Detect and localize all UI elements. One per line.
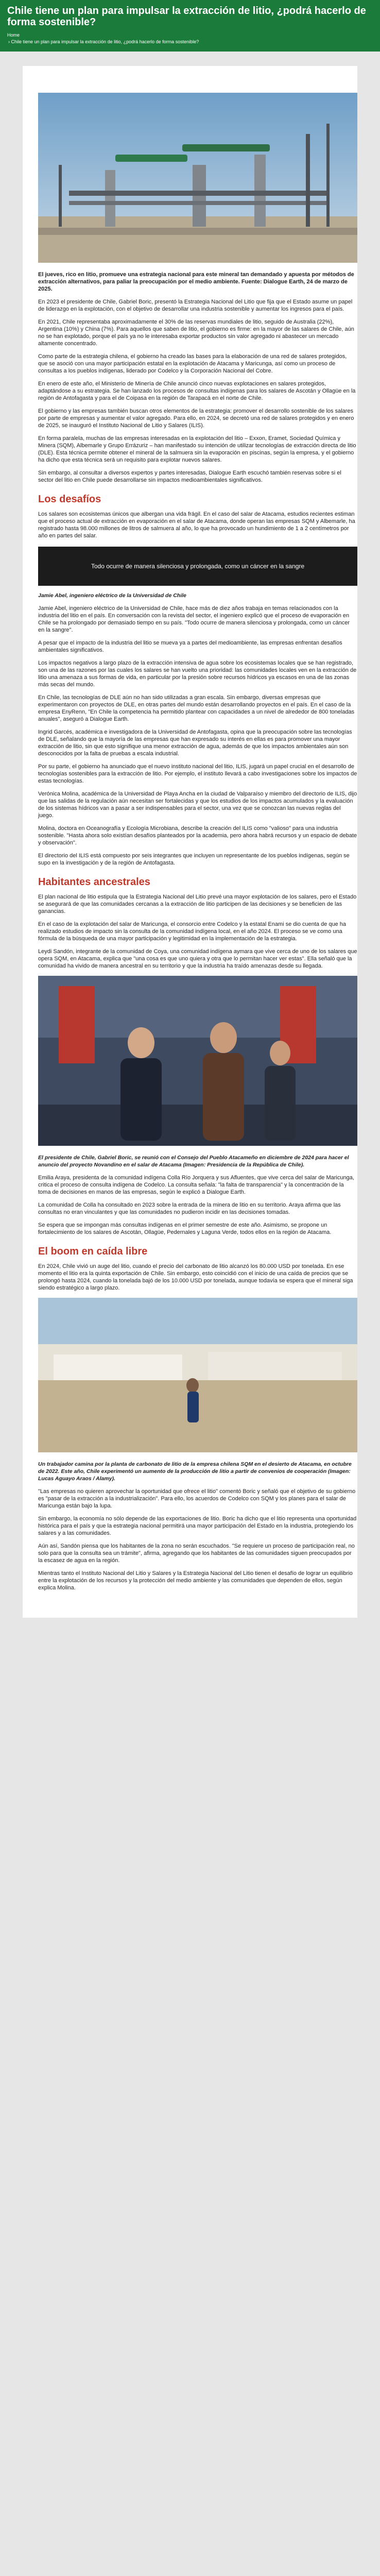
article-card xyxy=(23,66,357,1618)
paragraph: En enero de este año, el Ministerio de Minería de Chile anunció cinco nuevas explotaciones en salares protegidos, adaptándose a su estrategia. Se han lanzado los procesos de consultas indígenas para los salares de Ascotán y Ollagüe en la región de Antofagasta y para el de Coipasa en la región de Tarapacá en el norte de Chile. xyxy=(38,381,356,401)
photo-caption: Un trabajador camina por la planta de carbonato de litio de la empresa chilena SQM en el desierto de Atacama, en octubre de 2022. Este año, Chile experimentó un aumento de la producción de litio a partir de convenios de cooperación (Imagen: Lucas Aguayo Araos / Alamy). xyxy=(38,1461,352,1482)
paragraph: Como parte de la estrategia chilena, el gobierno ha creado las bases para la elaboración de una red de salares protegidos, que se asoció con una mayor participación estatal en la explotación de Atacama y Maricunga, así como un proceso de consultas a los pueblos indígenas, liderado por Codelco y la Corporación Nacional del Cobre. xyxy=(38,353,347,374)
paragraph: Aún así, Sandón piensa que los habitantes de la zona no serán escuchados. "Se requiere un proceso de participación real, no solo para que la consulta sea un trámite", afirma, agregando que los habitantes de las comunidades siguen preocupados por la escasez de agua en la región. xyxy=(38,1543,355,1564)
paragraph: La comunidad de Colla ha consultado en 2023 sobre la entrada de la minera de litio en su territorio. Araya afirma que las consultas no eran vinculantes y que las comunidades no pudieron incidir en las decisiones tomadas. xyxy=(38,1202,341,1215)
lithium-worker-photo xyxy=(38,1298,357,1452)
paragraph: Verónica Molina, académica de la Universidad de Playa Ancha en la ciudad de Valparaíso y miembro del directorio de ILIS, dijo que las salidas de la regulación aún necesitan ser fortalecidas y que los estudios de los impactos acumulados y la evaluación de los sistemas hídricos van a pasar a ser indispensables para el sector, una vez que se conozcan las nuevas reglas del juego. xyxy=(38,791,357,819)
paragraph: El gobierno y las empresas también buscan otros elementos de la estrategia: promover el desarrollo sostenible de los salares por parte de empresas y aumentar el valor agregado. Para ello, en 2024, se decretó una red de salares protegidos y en enero de 2025, se inauguró el Instituto Nacional de Litio y Salares (ILIS). xyxy=(38,408,354,429)
breadcrumb-home-link[interactable]: Home xyxy=(7,32,20,38)
paragraph: A pesar que el impacto de la industria del litio se mueva ya a partes del medioambiente, las empresas enfrentan desafíos ambientales significativos. xyxy=(38,640,342,653)
paragraph: Ingrid Garcés, académica e investigadora de la Universidad de Antofagasta, opina que la preocupación sobre las tecnologías de DLE, señalando que la mayoría de las empresas que han expresado su interés en ellas es para promover una mayor extracción de litio, sin que esto signifique una menor extracción de agua, además de que los impactos ambientales aún son desconocidos por la falta de pruebas a escala industrial. xyxy=(38,729,352,757)
pull-quote: Todo ocurre de manera silenciosa y prolongada, como un cáncer en la sangre xyxy=(38,547,357,586)
breadcrumb-current: › Chile tiene un plan para impulsar la extracción de litio, ¿podrá hacerlo de forma sostenible? xyxy=(7,39,373,45)
paragraph: Por su parte, el gobierno ha anunciado que el nuevo instituto nacional del litio, ILIS, jugará un papel crucial en el desarrollo de tecnologías sostenibles para la extracción de litio. Por ejemplo, el instituto llevará a cabo investigaciones sobre los impactos de estas tecnologías. xyxy=(38,764,357,784)
paragraph: "Las empresas no quieren aprovechar la oportunidad que ofrece el litio" comentó Boric y señaló que el objetivo de su gobierno es "pasar de la extracción a la industrialización". Para ello, los acuerdos de Codelco con SQM y los planes para el salar de Maricunga están bajo la lupa. xyxy=(38,1488,356,1509)
section-heading-boom: El boom en caída libre xyxy=(38,1246,148,1257)
paragraph: El directorio del ILIS está compuesto por seis integrantes que incluyen un representante de los pueblos indígenas, según se supo en la investigación y de la región de Antofagasta. xyxy=(38,853,350,866)
president-meeting-photo xyxy=(38,976,357,1146)
paragraph: Jamie Abel, ingeniero eléctrico de la Universidad de Chile, hace más de diez años trabaja en temas relacionados con la industria del litio en el país. En conversación con la revista del sector, el ingeniero explicó que el proceso de evaporación en Chile se ha prolongado por demasiado tiempo en su país. "Todo ocurre de manera silenciosa y prolongada, como un cáncer en la sangre". xyxy=(38,605,350,633)
paragraph: En 2024, Chile vivió un auge del litio, cuando el precio del carbonato de litio alcanzó los 80.000 USD por tonelada. En ese momento el litio era la quinta exportación de Chile. Sin embargo, esto coincidió con el inicio de una caída de precios que se prolongó hasta 2024, cuando la tonelada bajó de los 10.000 USD por tonelada, aunque todavía se espera que el mineral siga siendo estratégico a largo plazo. xyxy=(38,1263,353,1291)
paragraph: El plan nacional de litio estipula que la Estrategia Nacional del Litio prevé una mayor explotación de los salares, pero el Estado se asegurará de que las comunidades cercanas a la extracción de litio participen de las decisiones y se beneficien de las ganancias. xyxy=(38,894,357,914)
paragraph: En el caso de la explotación del salar de Maricunga, el consorcio entre Codelco y la estatal Enami se dio cuenta de que ha realizado estudios de impacto sin la consulta de la comunidad indígena local, en el año 2024. El proceso se ve como una fórmula de la búsqueda de una mayor participación y legitimidad en la implementación de la estrategia. xyxy=(38,921,347,942)
article-lead: El jueves, rico en litio, promueve una estrategia nacional para este mineral tan demandado y apuesta por métodos de extracción alternativos, para paliar la preocupación por el medio ambiente. Fuente: Dialogue Earth, 24 de marzo de 2025. xyxy=(38,272,354,292)
section-heading-desafios: Los desafíos xyxy=(38,494,101,505)
paragraph: En Chile, las tecnologías de DLE aún no han sido utilizadas a gran escala. Sin embargo, diversas empresas que experimentaron con proyectos de DLE, en otras partes del mundo están desarrollando proyectos en el país. En el caso de la empresa EnyRenn, "En Chile la competencia ha permitido plantear con capacidades a un nivel de alrededor de 800 toneladas anuales", aseguró a Dialogue Earth. xyxy=(38,694,355,722)
paragraph: En 2023 el presidente de Chile, Gabriel Boric, presentó la Estrategia Nacional del Litio que fija que el Estado asume un papel de liderazgo en la explotación, con el objetivo de desarrollar una industria sostenible y aumentar los ingresos para el país. xyxy=(38,299,353,312)
paragraph: Molina, doctora en Oceanografía y Ecología Microbiana, describe la creación del ILIS como "valioso" para una industria sostenible. "Hasta ahora solo existían desafíos planteados por la academia, pero ahora habrá recursos y un espacio de debate y observación". xyxy=(38,825,357,846)
site-header xyxy=(0,0,380,52)
paragraph: Sin embargo, la economía no sólo depende de las exportaciones de litio. Boric ha dicho que el litio representa una oportunidad histórica para el país y que la estrategia nacional permitirá una mayor participación del Estado en la industria, protegiendo los salares y a las comunidades. xyxy=(38,1516,357,1536)
paragraph: Emilia Araya, presidenta de la comunidad indígena Colla Río Jorquera y sus Afluentes, que vive cerca del salar de Maricunga, critica el proceso de consulta indígena de Codelco. La consulta señala: "la falta de transparencia" y la concentración de la toma de decisiones en manos de las empresas, según le explicó a Dialogue Earth. xyxy=(38,1175,354,1195)
section-heading-habitantes: Habitantes ancestrales xyxy=(38,876,150,888)
breadcrumb xyxy=(7,32,373,45)
paragraph: Mientras tanto el Instituto Nacional del Litio y Salares y la Estrategia Nacional del Litio tienen el desafío de lograr un equilibrio entre la explotación de los recursos y la protección del medio ambiente y las comunidades que dependen de ellos, según explica Molina. xyxy=(38,1570,353,1591)
paragraph: Los salares son ecosistemas únicos que albergan una vida frágil. En el caso del salar de Atacama, estudios recientes estiman que el proceso actual de extracción en evaporación en el salar de Atacama, donde operan las empresas SQM y Albemarle, ha registrado hasta 98.000 millones de litros de salmuera al año, lo que ha provocado un hundimiento de 1 a 2 centímetros por año en partes del salar. xyxy=(38,511,355,539)
paragraph: En 2021, Chile representaba aproximadamente el 30% de las reservas mundiales de litio, seguido de Australia (22%), Argentina (10%) y China (7%). Para aquellos que saben de litio, el gobierno es firme: en la mayor de las salares de Chile, aún no se han explotado, porque el país ya no le interesaba exportar productos sin valor agregado ni abastecer un mercado altamente concentrado. xyxy=(38,319,354,347)
paragraph: En forma paralela, muchas de las empresas interesadas en la explotación del litio – Exxon, Eramet, Sociedad Química y Minera (SQM), Albemarle y Grupo Errázuriz – han manifestado su intención de utilizar tecnologías de extracción directa de litio (DLE). Esta técnica permite obtener el mineral de la salmuera sin la evaporación en piscinas, según la empresa, y el gobierno ha dicho que esta técnica será un requisito para explotar nuevos salares. xyxy=(38,435,356,463)
paragraph: Se espera que se impongan más consultas indígenas en el primer semestre de este año. Asimismo, se propone un fortalecimiento de los salares de Ascotán, Ollagüe, Pedernales y Laguna Verde, todos ellos en la región de Atacama. xyxy=(38,1222,332,1235)
lithium-plant-photo xyxy=(38,93,357,263)
article-body xyxy=(38,93,357,1591)
paragraph: Sin embargo, al consultar a diversos expertos y partes interesadas, Dialogue Earth escuchó también reservas sobre si el sector del litio en Chile puede desarrollarse sin impactos medioambientales significativos. xyxy=(38,470,341,483)
paragraph: Los impactos negativos a largo plazo de la extracción intensiva de agua sobre los ecosistemas locales que se han registrado, son una de las razones por las cuales los salares se han vuelto una prioridad: las comunidades locales ven en la extracción de litio una amenaza a sus formas de vida, en particular por la presión sobre recursos hídricos ya escasos en una de las zonas más secas del mundo. xyxy=(38,660,357,688)
photo-caption: El presidente de Chile, Gabriel Boric, se reunió con el Consejo del Pueblo Atacameño en diciembre de 2024 para hacer el anuncio del proyecto Novandino en el salar de Atacama (Imagen: Presidencia de la República de Chile). xyxy=(38,1155,349,1168)
paragraph: Leydi Sandón, integrante de la comunidad de Coya, una comunidad indígena aymara que vive cerca de uno de los salares que opera SQM, en Atacama, explica que "una cosa es que uno quiera y otra que lo permitan hacer ver estas". Ella señaló que la comunidad ha vivido de manera ancestral en su territorio y que la industria ha traído amenazas desde su llegada. xyxy=(38,948,357,969)
quote-attribution: Jamie Abel, ingeniero eléctrico de la Universidad de Chile xyxy=(38,592,186,599)
page-title: Chile tiene un plan para impulsar la extracción de litio, ¿podrá hacerlo de forma sostenible? xyxy=(7,5,366,28)
